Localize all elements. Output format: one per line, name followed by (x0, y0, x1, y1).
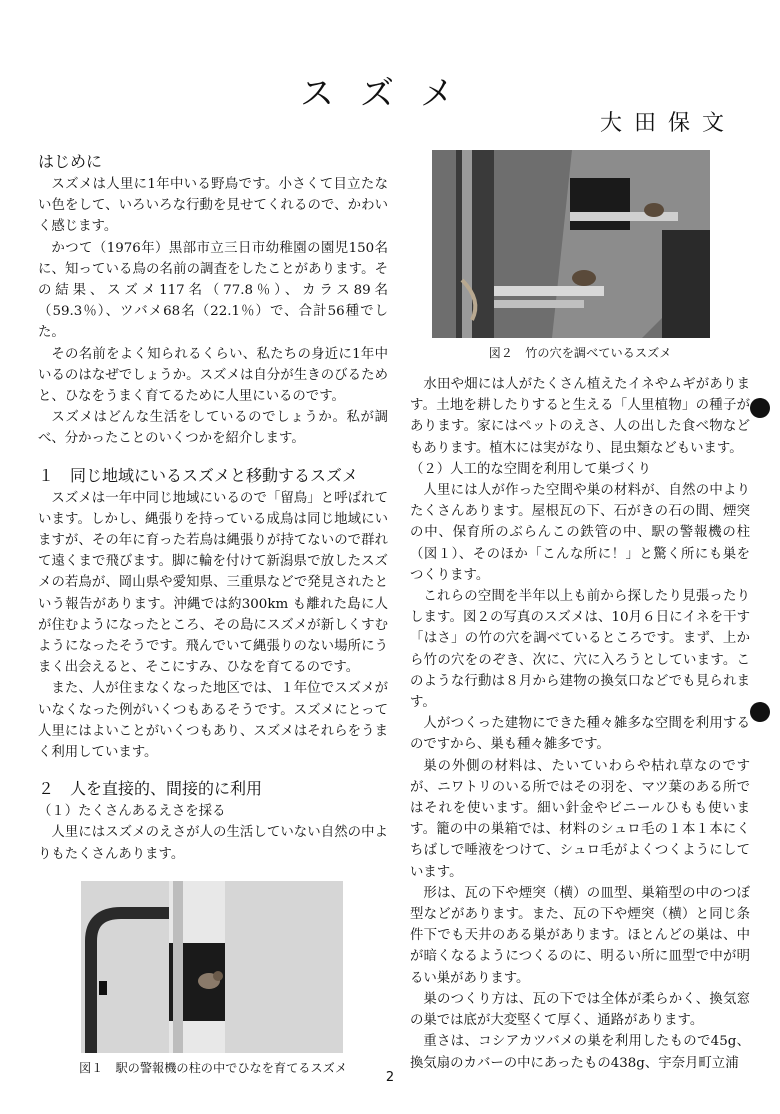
right-paragraph-2: 人里には人が作った空間や巣の材料が、自然の中よりたくさんあります。屋根瓦の下、石がきの石の間、煙突の中、保育所のぶらんこの鉄管の中、駅の警報機の柱（図１）、そのほか「こんな所に！」と驚く所にも巣をつくります。 (410, 483, 750, 583)
punch-hole-top (750, 398, 770, 418)
intro-paragraph-1: スズメは人里に1年中いる野鳥です。小さくて目立たない色をして、いろいろな行動を見せてくれるので、かわいく感じます。 (38, 177, 388, 235)
punch-hole-bottom (750, 702, 770, 722)
figure-2-photo (432, 150, 710, 338)
right-paragraph-7: 巣のつくり方は、瓦の下では全体が柔らかく、換気窓の巣では底が大変堅くて厚く、通路があります。 (410, 991, 750, 1029)
author-name: 大田保文 (599, 111, 736, 136)
figure-2-illustration (432, 150, 710, 338)
intro-heading: はじめに (38, 152, 103, 171)
section-1-paragraph-1: スズメは一年中同じ地域にいるので「留鳥」と呼ばれています。しかし、縄張りを持っている成鳥は同じ地域にいますが、その年に育った若鳥は縄張りが持てないので群れて遠くまで飛びます。脚に輪を付けて新潟県で放したスズメの若鳥が、岡山県や愛知県、三重県などで発見されたという報告があります。沖縄では約300km も離れた島に人が住むようになったところ、その島にスズメが新しくすむようになったそうです。飛んでいて縄張りのない場所にうまく出会えると、そこにすみ、ひなを育てるのです。 (38, 490, 388, 676)
page-title: スズメ (300, 74, 480, 114)
right-paragraph-4: 人がつくった建物にできた種々雑多な空間を利用するのですから、巣も種々雑多です。 (410, 716, 750, 753)
right-column (410, 150, 750, 1074)
section-2-paragraph-1: 人里にはスズメのえさが人の生活していない自然の中よりもたくさんあります。 (38, 825, 388, 862)
right-paragraph-5: 巣の外側の材料は、たいていわらや枯れ草なのですが、ニワトリのいる所ではその羽を、マツ葉のある所ではそれを使います。細い針金やビニールひもも使います。籠の中の巣箱では、材料のシュロ毛の１本１本にくちばしで唾液をつけて、シュロ毛がよくつくようにしています。 (410, 758, 750, 880)
page-number: 2 (385, 1070, 395, 1085)
left-column (38, 150, 388, 1089)
figure-1-illustration (81, 881, 343, 1053)
section-1-paragraph-2: また、人が住まなくなった地区では、１年位でスズメがいなくなった例がいくつもあるそうです。スズメにとって人里にはよいことがいくつもあり、スズメはそれらをうまく利用しています。 (38, 681, 388, 761)
right-paragraph-1: 水田や畑には人がたくさん植えたイネやムギがあります。土地を耕したりすると生える「人里植物」の種子があります。家にはペットのえさ、人の出した食べ物などもあります。植木には実がなり、昆虫類などもいます。 (410, 377, 750, 456)
right-paragraph-3: これらの空間を半年以上も前から探したり見張ったりします。図２の写真のスズメは、10月６日にイネを干す「はさ」の竹の穴を調べているところです。まず、上から竹の穴をのぞき、次に、穴に入ろうとしています。このような行動は８月から建物の換気口などでも見られます。 (410, 589, 750, 711)
figure-2-caption: 図２ 竹の穴を調べているスズメ (488, 346, 672, 360)
figure-1-photo (81, 881, 343, 1053)
intro-paragraph-2: かつて（1976年）黒部市立三日市幼稚園の園児150名に、知っている鳥の名前の調査をしたことがあります。その結果、スズメ117名（77.8％）、カラス89名（59.3％）、ツバメ68名（22.1％）で、合計56種でした。 (38, 240, 388, 341)
section-2-heading: ２ 人を直接的、間接的に利用 (38, 779, 263, 799)
right-paragraph-6: 形は、瓦の下や煙突（横）の皿型、巣箱型の中のつぼ型などがあります。また、瓦の下や煙突（横）と同じ条件下でも天井のある巣があります。ほとんどの巣は、中が暗くなるようにつくるのに、明るい所に皿型で中が明るい巣があります。 (410, 885, 750, 986)
intro-paragraph-4: スズメはどんな生活をしているのでしょうか。私が調べ、分かったことのいくつかを紹介します。 (38, 410, 388, 447)
figure-1-caption: 図１ 駅の警報機の柱の中でひなを育てるスズメ (78, 1060, 348, 1075)
section-2-subheading-1: （１）たくさんあるえさを採る (38, 804, 226, 820)
section-2-subheading-2: （２）人工的な空間を利用して巣づくり (410, 461, 652, 477)
section-1-heading: １ 同じ地域にいるスズメと移動するスズメ (38, 465, 359, 485)
right-paragraph-8: 重さは、コシアカツバメの巣を利用したもので45g、換気扇のカバーの中にあったもの438g、宇奈月町立浦 (410, 1034, 750, 1071)
intro-paragraph-3: その名前をよく知られるくらい、私たちの身近に1年中いるのはなぜでしょうか。スズメは自分が生きのびるためと、ひなをうまく育てるために人里にいるのです。 (38, 346, 388, 405)
